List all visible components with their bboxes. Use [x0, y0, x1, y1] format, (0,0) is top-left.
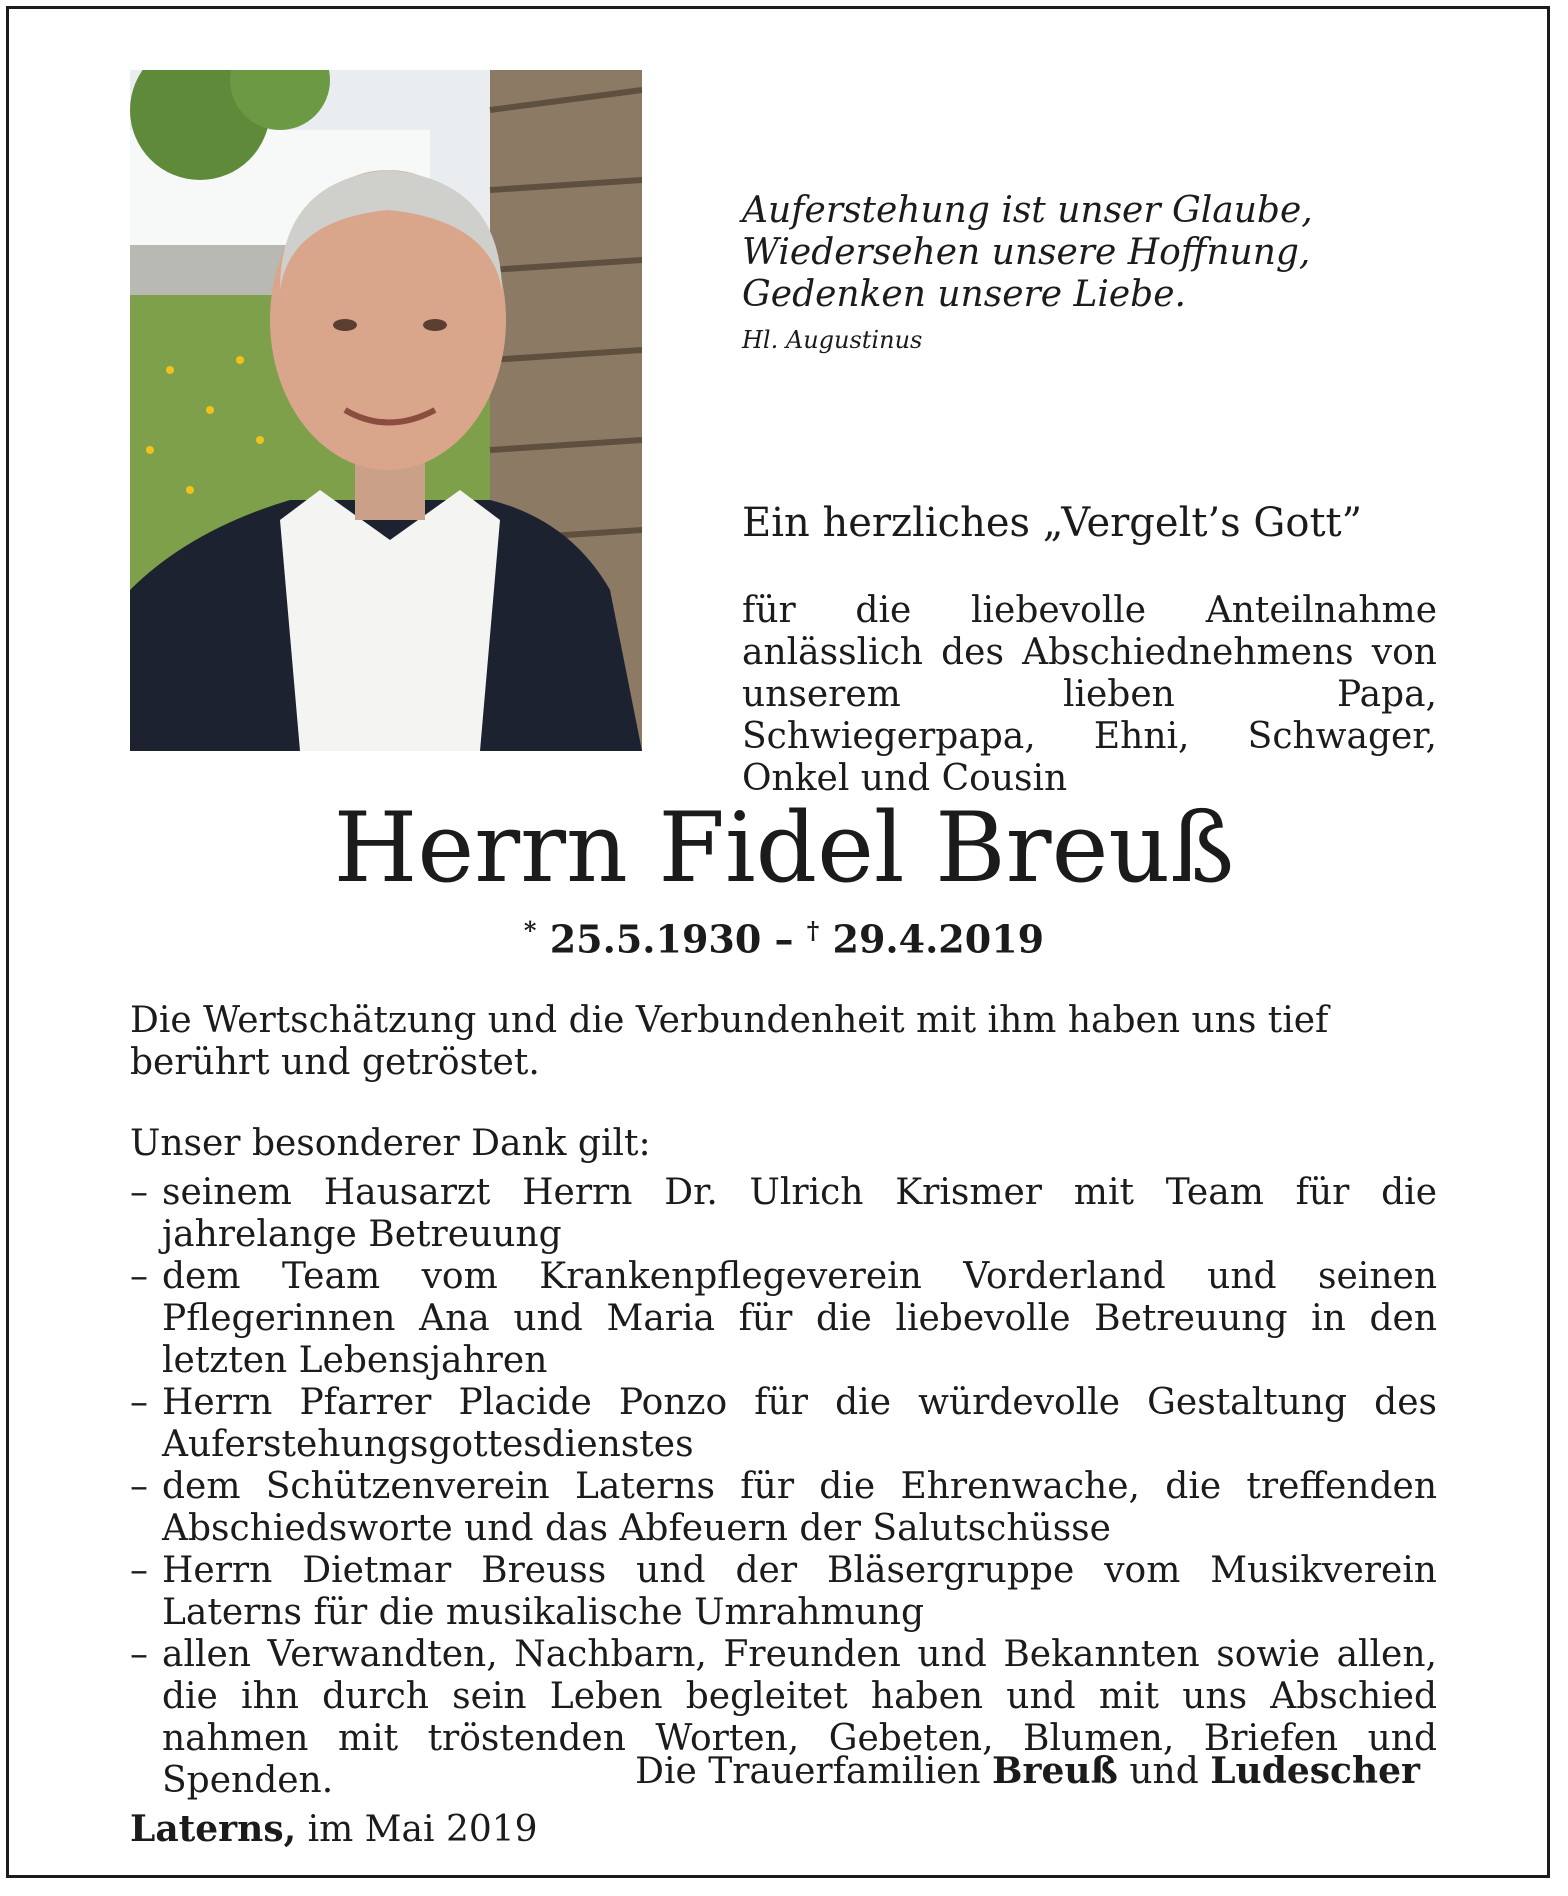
- quote-line: Gedenken unsere Liebe.: [742, 274, 1186, 315]
- appreciation-paragraph: Die Wertschätzung und die Verbundenheit mit ihm haben uns tief berührt und getröstet.: [130, 1000, 1329, 1083]
- date-separator: –: [774, 916, 794, 962]
- special-thanks-list: [130, 1172, 1437, 1802]
- list-item: [130, 1256, 1437, 1382]
- thanks-text: für die liebevolle Anteilnahme anlässlich des Abschiednehmens von unserem lieben Papa, Schwiegerpapa, Ehni, Schwager, Onkel und Cousin: [742, 590, 1437, 799]
- portrait-photo: [130, 70, 642, 751]
- list-dash: –: [130, 1466, 148, 1507]
- life-dates: [0, 916, 1568, 962]
- signature-and: und: [1129, 1751, 1199, 1792]
- family-name: Ludescher: [1210, 1750, 1420, 1792]
- list-item-text: seinem Hausarzt Herrn Dr. Ulrich Krismer mit Team für die jahrelange Betreuung: [162, 1172, 1437, 1255]
- quote-author: Hl. Augustinus: [742, 326, 923, 354]
- list-item-text: Herrn Dietmar Breuss und der Bläsergruppe vom Musikverein Laterns für die musikalische Umrahmung: [162, 1550, 1437, 1633]
- list-dash: –: [130, 1382, 148, 1423]
- list-item-text: dem Team vom Krankenpflegeverein Vorderland und seinen Pflegerinnen Ana und Maria für die liebevolle Betreuung in den letzten Lebensjahren: [162, 1256, 1437, 1381]
- list-item: [130, 1382, 1437, 1466]
- list-item: [130, 1172, 1437, 1256]
- list-item-text: allen Verwandten, Nachbarn, Freunden und Bekannten sowie allen, die ihn durch sein Leben begleitet haben und mit uns Abschied nahmen mit tröstenden Worten, Gebeten, Blumen, Briefen und Spenden.: [162, 1634, 1437, 1801]
- place-and-date: [130, 1808, 538, 1850]
- list-item: [130, 1550, 1437, 1634]
- quote-block: [742, 190, 1462, 354]
- quote-line: Wiedersehen unsere Hoffnung,: [742, 232, 1311, 273]
- photo-eye: [423, 319, 447, 331]
- photo-eye: [333, 319, 357, 331]
- death-symbol: †: [806, 916, 820, 945]
- list-dash: –: [130, 1550, 148, 1591]
- portrait-photo-illustration: [130, 70, 642, 751]
- list-item-text: Herrn Pfarrer Placide Ponzo für die würdevolle Gestaltung des Auferstehungsgottesdienstes: [162, 1382, 1437, 1465]
- family-name: Breuß: [992, 1750, 1118, 1792]
- quote-line: Auferstehung ist unser Glaube,: [742, 190, 1313, 231]
- list-item-text: dem Schützenverein Laterns für die Ehrenwache, die treffenden Abschiedsworte und das Abfeuern der Salutschüsse: [162, 1466, 1437, 1549]
- deceased-name: Herrn Fidel Breuß: [333, 792, 1235, 904]
- special-thanks-heading: Unser besonderer Dank gilt:: [130, 1123, 651, 1164]
- list-item: [130, 1466, 1437, 1550]
- death-date: 29.4.2019: [832, 916, 1045, 962]
- thanks-heading: Ein herzliches „Vergelt’s Gott”: [742, 500, 1363, 546]
- signature-prefix: Die Trauerfamilien: [635, 1751, 981, 1792]
- family-signature: [635, 1750, 1420, 1792]
- place-town: Laterns,: [130, 1808, 297, 1850]
- list-dash: –: [130, 1256, 148, 1297]
- place-date: im Mai 2019: [307, 1809, 538, 1850]
- list-dash: –: [130, 1634, 148, 1675]
- birth-date: 25.5.1930: [549, 916, 762, 962]
- list-dash: –: [130, 1172, 148, 1213]
- birth-symbol: *: [523, 916, 537, 945]
